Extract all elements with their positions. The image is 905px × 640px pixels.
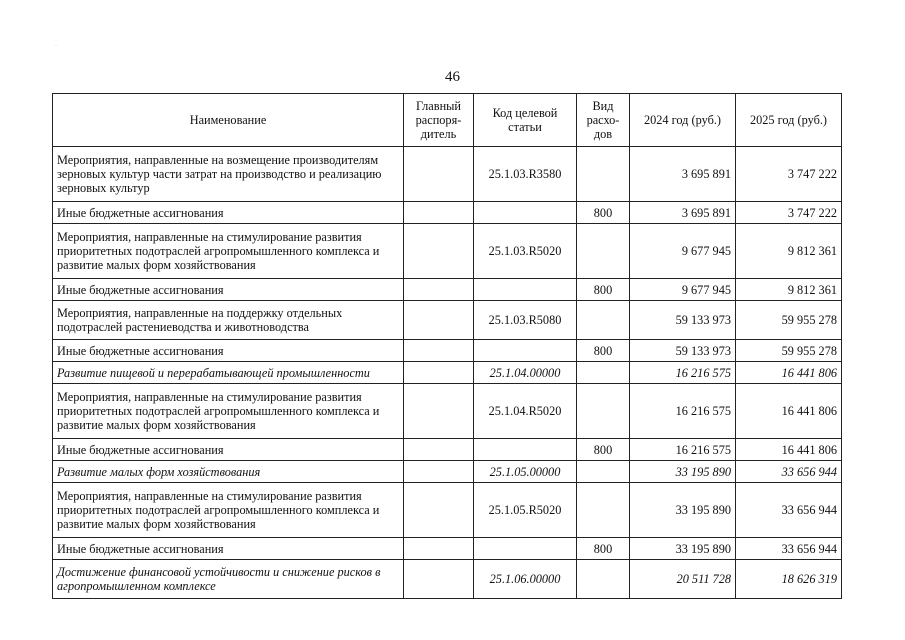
- row-name: Иные бюджетные ассигнования: [53, 279, 404, 301]
- row-target-code: 25.1.03.R5020: [474, 224, 577, 279]
- row-main-manager: [404, 461, 474, 483]
- table-row: [53, 483, 842, 538]
- row-expense-type: [577, 384, 630, 439]
- row-main-manager: [404, 362, 474, 384]
- row-2025: 3 747 222: [736, 202, 842, 224]
- row-2025: 16 441 806: [736, 384, 842, 439]
- row-2024: 16 216 575: [630, 439, 736, 461]
- table-row: [53, 538, 842, 560]
- row-name: Мероприятия, направленные на возмещение производителям зерновых культур части затрат на производство и реализацию зерновых культур: [53, 147, 404, 202]
- row-name: Иные бюджетные ассигнования: [53, 340, 404, 362]
- row-name: Мероприятия, направленные на поддержку отдельных подотраслей растениеводства и животноводства: [53, 301, 404, 340]
- row-target-code: [474, 279, 577, 301]
- table-row: [53, 224, 842, 279]
- row-main-manager: [404, 202, 474, 224]
- row-name: Развитие малых форм хозяйствования: [53, 461, 404, 483]
- row-main-manager: [404, 224, 474, 279]
- row-2025: 3 747 222: [736, 147, 842, 202]
- row-2024: 33 195 890: [630, 483, 736, 538]
- row-target-code: 25.1.05.R5020: [474, 483, 577, 538]
- row-name: Иные бюджетные ассигнования: [53, 538, 404, 560]
- row-main-manager: [404, 439, 474, 461]
- table-row-section: [53, 560, 842, 599]
- table-row-section: [53, 461, 842, 483]
- row-target-code: 25.1.03.R3580: [474, 147, 577, 202]
- row-2024: 59 133 973: [630, 301, 736, 340]
- row-2024: 9 677 945: [630, 224, 736, 279]
- row-2024: 33 195 890: [630, 538, 736, 560]
- row-name: Иные бюджетные ассигнования: [53, 202, 404, 224]
- page-number: 46: [445, 69, 460, 85]
- row-main-manager: [404, 340, 474, 362]
- header-expense-type: Вид расхо-дов: [577, 94, 630, 147]
- row-name: Достижение финансовой устойчивости и снижение рисков в агропромышленном комплексе: [53, 560, 404, 599]
- row-target-code: 25.1.05.00000: [474, 461, 577, 483]
- row-expense-type: 800: [577, 202, 630, 224]
- header-2024: 2024 год (руб.): [630, 94, 736, 147]
- row-expense-type: [577, 301, 630, 340]
- row-target-code: [474, 340, 577, 362]
- row-expense-type: 800: [577, 279, 630, 301]
- row-target-code: 25.1.04.R5020: [474, 384, 577, 439]
- table-row: [53, 202, 842, 224]
- table-row: [53, 384, 842, 439]
- row-expense-type: [577, 362, 630, 384]
- row-2024: 33 195 890: [630, 461, 736, 483]
- table-header-row: [53, 94, 842, 147]
- row-2025: 16 441 806: [736, 439, 842, 461]
- row-name: Мероприятия, направленные на стимулирование развития приоритетных подотраслей агропромышленного комплекса и развитие малых форм хозяйствования: [53, 224, 404, 279]
- row-name: Мероприятия, направленные на стимулирование развития приоритетных подотраслей агропромышленного комплекса и развитие малых форм хозяйствования: [53, 483, 404, 538]
- row-2025: 59 955 278: [736, 340, 842, 362]
- row-target-code: 25.1.06.00000: [474, 560, 577, 599]
- row-2024: 9 677 945: [630, 279, 736, 301]
- row-expense-type: [577, 147, 630, 202]
- table-row: [53, 340, 842, 362]
- row-target-code: 25.1.04.00000: [474, 362, 577, 384]
- row-expense-type: 800: [577, 439, 630, 461]
- row-expense-type: 800: [577, 538, 630, 560]
- row-2025: 18 626 319: [736, 560, 842, 599]
- row-2025: 9 812 361: [736, 279, 842, 301]
- row-name: Развитие пищевой и перерабатывающей промышленности: [53, 362, 404, 384]
- row-main-manager: [404, 538, 474, 560]
- row-main-manager: [404, 301, 474, 340]
- row-2025: 33 656 944: [736, 461, 842, 483]
- row-target-code: 25.1.03.R5080: [474, 301, 577, 340]
- header-main-manager: Главный распоря-дитель: [404, 94, 474, 147]
- row-2024: 16 216 575: [630, 384, 736, 439]
- row-name: Иные бюджетные ассигнования: [53, 439, 404, 461]
- row-target-code: [474, 538, 577, 560]
- row-2024: 3 695 891: [630, 202, 736, 224]
- scan-speck: ·: [55, 43, 57, 49]
- table-row: [53, 301, 842, 340]
- row-2025: 59 955 278: [736, 301, 842, 340]
- table-row: [53, 279, 842, 301]
- row-name: Мероприятия, направленные на стимулирование развития приоритетных подотраслей агропромышленного комплекса и развитие малых форм хозяйствования: [53, 384, 404, 439]
- row-target-code: [474, 439, 577, 461]
- row-expense-type: [577, 560, 630, 599]
- row-2025: 16 441 806: [736, 362, 842, 384]
- row-expense-type: [577, 224, 630, 279]
- header-2025: 2025 год (руб.): [736, 94, 842, 147]
- row-main-manager: [404, 279, 474, 301]
- row-expense-type: [577, 483, 630, 538]
- table-row: [53, 439, 842, 461]
- row-expense-type: 800: [577, 340, 630, 362]
- row-main-manager: [404, 147, 474, 202]
- row-target-code: [474, 202, 577, 224]
- row-main-manager: [404, 384, 474, 439]
- row-expense-type: [577, 461, 630, 483]
- table-row: [53, 147, 842, 202]
- table-row-section: [53, 362, 842, 384]
- row-main-manager: [404, 560, 474, 599]
- row-2024: 59 133 973: [630, 340, 736, 362]
- row-2024: 16 216 575: [630, 362, 736, 384]
- header-name: Наименование: [53, 94, 404, 147]
- header-target-code: Код целевой статьи: [474, 94, 577, 147]
- budget-table: [52, 93, 842, 599]
- row-2025: 33 656 944: [736, 538, 842, 560]
- row-2024: 3 695 891: [630, 147, 736, 202]
- row-2025: 33 656 944: [736, 483, 842, 538]
- row-2025: 9 812 361: [736, 224, 842, 279]
- row-2024: 20 511 728: [630, 560, 736, 599]
- row-main-manager: [404, 483, 474, 538]
